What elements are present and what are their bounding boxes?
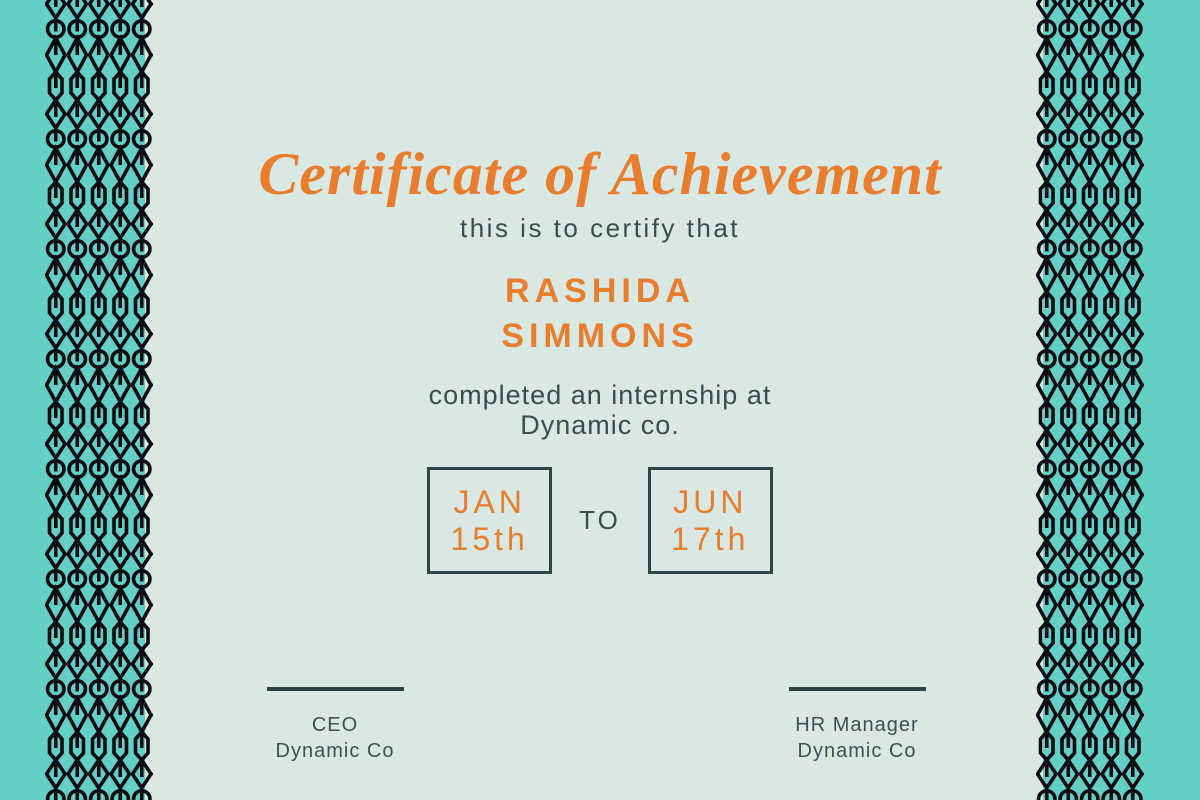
end-date-day: 17th: [671, 520, 750, 557]
end-date-box: [648, 467, 773, 574]
signature-block-hr-manager: [737, 687, 977, 764]
signature-org: Dynamic Co: [275, 740, 395, 762]
end-date-month: JUN: [673, 483, 748, 520]
signature-line: [267, 687, 404, 691]
signature-role: CEO: [311, 714, 359, 736]
certificate-title: Certificate of Achievement: [258, 141, 942, 208]
recipient-name: [0, 269, 1200, 359]
signature-block-ceo: [215, 687, 455, 764]
body-statement-line1: completed an internship at: [428, 380, 772, 410]
recipient-name-line1: RASHIDA: [505, 272, 695, 310]
signature-role: HR Manager: [795, 714, 919, 736]
signature-line: [789, 687, 926, 691]
start-date-box: [427, 467, 552, 574]
date-connector: TO: [579, 505, 621, 535]
date-range: [0, 467, 1200, 574]
recipient-name-line2: SIMMONS: [501, 317, 699, 355]
start-date-day: 15th: [450, 520, 529, 557]
body-statement: [0, 380, 1200, 440]
certify-subtitle: this is to certify that: [459, 213, 741, 243]
body-statement-line2: Dynamic co.: [520, 410, 680, 440]
start-date-month: JAN: [453, 483, 526, 520]
signature-org: Dynamic Co: [797, 740, 917, 762]
